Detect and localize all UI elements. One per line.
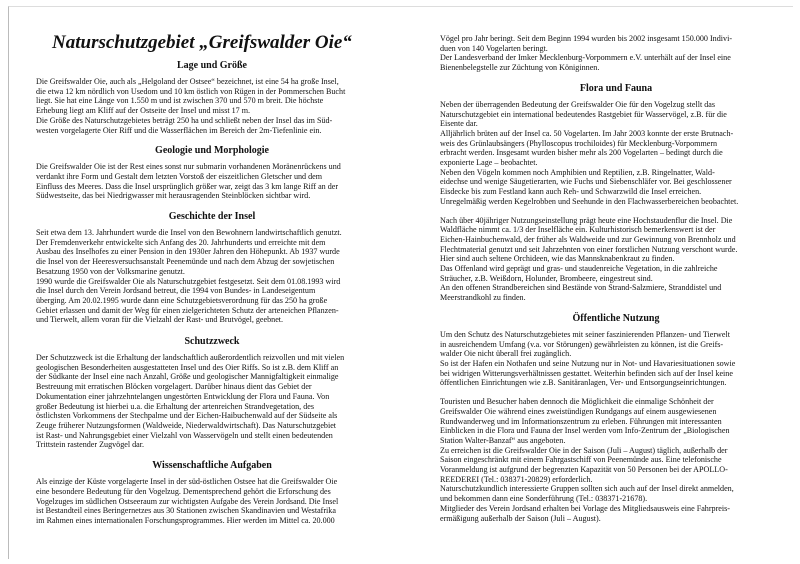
- paragraph-geschichte: Seit etwa dem 13. Jahrhundert wurde die Insel von den Bewohnern landwirtschaftlich genutzt. Der Fremdenverkehr entwickelte sich Anfang des 20. Jahrhunderts und erreichte mit dem Ausbau des Inselhofes zu einer Pension in den 1930er Jahren den Höhepunkt. Ab 1937 wurde die Insel von der Heeresversuchsanstalt Peenemünde und nach dem Abzug der sowjetischen Besatzung 1950 von der Volksmarine genutzt. 1990 wurde die Greifswalder Oie als Naturschutzgebiet festgesetzt. Seit dem 01.08.1993 wird die Insel durch den Verein Jordsand betreut, die 1994 von Bundes- in Landeseigentum überging. Am 20.02.1995 wurde dann eine Schutzgebietsverordnung für das 250 ha große Gebiet erlassen und damit der Weg für einen zielgerichteten Schutz der arteneichen Pflanzen- und Tierwelt, allem voran für die Vielzahl der Rast- und Brutvögel, geebnet.: [36, 228, 342, 325]
- paragraph-schutzzweck: Der Schutzzweck ist die Erhaltung der landschaftlich außerordentlich reizvollen und mit vielen geologischen Besonderheiten ausgestatteten Insel und des Oier Riffs. So ist z.B. dem Kliff an der Südkante der Insel eine nach Anzahl, Größe und geologischer Mannigfaltigkeit einmalige Bestreuung mit erratischen Blöcken vorgelagert. Darüber hinaus dient das Gebiet der Dokumentation einer jahrzehntelangen ungestörten Entwicklung der Flora und Fauna. Von großer Bedeutung ist hierbei u.a. die Erhaltung der artenreichen Strandvegetation, des östlichsten Vorkommens der Stechpalme und der Eichen-Haibuchenwald auf der Südseite als Zeuge früherer Nutzungsformen (Waldweide, Niederwaldwirtschaft). Das Naturschutzgebiet ist Rast- und Nahrungsgebiet einer Vielzahl von Wasservögeln und stellt einen bedeutenden Trittstein rastender Zugvögel dar.: [36, 353, 345, 450]
- paragraph-oeffentliche-nutzung-1: Um den Schutz des Naturschutzgebietes mit seiner faszinierenden Pflanzen- und Tierwelt in ausreichendem Umfang (v.a. vor Störungen) gewährleisten zu können, ist die Greifs- walder Oie nicht überall frei zugänglich. So ist der Hafen ein Nothafen und seine Nutzung nur in Not- und Havariesituationen sowie bei widrigen Witterungsverhältnissen gestattet. Weiterhin befinden sich auf der Insel keine öffentlichen Einrichtungen wie z.B. Sanitäranlagen, Ver- und Entsorgungseinrichtungen.: [440, 329, 736, 388]
- paragraph-gap: [440, 207, 792, 216]
- heading-geschichte: Geschichte der Insel: [168, 211, 256, 223]
- paragraph-lage-und-groesse: Die Greifswalder Oie, auch als „Helgoland der Ostsee“ bezeichnet, ist eine 54 ha große Insel, die etwa 12 km nördlich von Usedom und 10 km östlich von Rügen in der Pommerschen Bucht liegt. Sie hat eine Länge von 1.550 m und ist zwischen 370 und 570 m breit. Die höchste Erhebung liegt am Kliff auf der Ostseite der Insel und misst 17 m. Die Größe des Naturschutzgebietes beträgt 250 ha und schließt neben der Insel das im Süd- westen vorgelagerte Oier Riff und die Wasserflächen im Bereich der 2m-Tiefenlinie ein.: [36, 77, 346, 135]
- right-column: [440, 0, 792, 564]
- paragraph-geologie: Die Greifswalder Oie ist der Rest eines sonst nur submarin vorhandenen Moränenrückens und verdankt ihre Form und Gestalt dem letzten Vorstoß der eiszeitlichen Gletscher und dem Einfluss des Meeres. Dass die Insel ursprünglich größer war, zeigt das 3 km lange Riff an der Südwestseite, das bei Niedrigwasser mit herausragenden Steinblöcken sichtbar wird.: [36, 162, 341, 201]
- paragraph-flora-und-fauna-2: Nach über 40jähriger Nutzungseinstellung prägt heute eine Hochstaudenflur die Insel. Die Waldfläche nimmt ca. 1/3 der Inselfläche ein. Kulturhistorisch bemerkenswert ist der Eichen-Hainbuchenwald, der früher als Waldweide und zur Gewinnung von Brennholz und Flechtmaterial genutzt und seit Jahrzehnten von einer forstlichen Nutzung verschont wurde. Hier sind auch seltene Orchideen, wie das Mannsknabenkraut zu finden. Das Offenland wird geprägt und gras- und staudenreiche Vegetation, in die zahlreiche Sträucher, z.B. Weißdorn, Holunder, Brombeere, eingestreut sind. An den offenen Strandbereichen sind Bestände von Strand-Salzmiere, Stranddistel und Meerstrandkohl zu finden.: [440, 215, 738, 303]
- heading-geologie: Geologie und Morphologie: [155, 145, 269, 157]
- heading-schutzzweck: Schutzzweck: [184, 336, 240, 348]
- paragraph-flora-und-fauna-1: Neben der überragenden Bedeutung der Greifswalder Oie für den Vogelzug stellt das Naturschutzgebiet ein international bedeutendes Rastgebiet für Wasservögel, z.B. für die Eisente dar. Alljährlich brüten auf der Insel ca. 50 Vogelarten. Im Jahr 2003 konnte der erste Brutnach- weis des Grünlaubsängers (Phylloscopus trochiloides) für Mecklenburg-Vorpommern erbracht werden. Insgesamt wurden bisher mehr als 200 Vogelarten – bedingt durch die exponierte Lage – beobachtet. Neben den Vögeln kommen noch Amphibien und Reptilien, z.B. Ringelnatter, Wald- eidechse und wenige Säugetierarten, wie Fuchs und Siebenschläfer vor. Bei geschlossener Eisdecke bis zum Festland kann auch Reh- und Schwarzwild die Insel erreichen. Unregelmäßig werden Kegelrobben und Seehunde in den Flachwasserbereichen beobachtet.: [440, 99, 739, 206]
- heading-lage-und-groesse: Lage und Größe: [176, 60, 247, 71]
- left-column: [36, 0, 388, 564]
- paragraph-continued: Vögel pro Jahr beringt. Seit dem Beginn 1994 wurden bis 2002 insgesamt 150.000 Indivi- duen von 140 Vogelarten beringt. Der Landesverband der Imker Mecklenburg-Vorpommern e.V. unterhält auf der Insel eine Bienenbelegstelle zur Züchtung von Königinnen.: [440, 34, 733, 73]
- paragraph-oeffentliche-nutzung-2: Touristen und Besucher haben dennoch die Möglichkeit die einmalige Schönheit der Greifswalder Oie während eines zweistündigen Rundgangs auf einem ausgewiesenen Rundwanderweg und im Informationszentrum zu erleben. Führungen mit interessanten Einblicken in die Flora und Fauna der Insel werden vom Info-Zentrum der „Biologischen Station Walter-Banzaf“ aus angeboten. Zu erreichen ist die Greifswalder Oie in der Saison (Juli – August) täglich, außerhalb der Saison eingeschränkt mit einem Fahrgastschiff von Peenemünde aus. Eine telefonische Voranmeldung ist aufgrund der begrenzten Kapazität von 50 Personen bei der APOLLO- REEDEREI (Tel.: 038371-20829) erforderlich. Naturschutzkundlich interessierte Gruppen sollten sich auch auf der Insel direkt anmelden, und bekommen dann eine Sonderführung (Tel.: 038371-21678). Mitglieder des Verein Jordsand erhalten bei Vorlage des Mitgliedsausweis eine Fahrpreis- ermäßigung außerhalb der Saison (Juli – August).: [440, 397, 734, 523]
- document-title: Naturschutzgebiet „Greifswalder Oie“: [52, 32, 352, 53]
- heading-flora-und-fauna: Flora und Fauna: [579, 82, 653, 94]
- heading-wissenschaftliche-aufgaben: Wissenschaftliche Aufgaben: [152, 460, 272, 472]
- paragraph-wissenschaftliche-aufgaben: Als einzige der Küste vorgelagerte Insel in der süd-östlichen Ostsee hat die Greifswalder Oie eine besondere Bedeutung für den Vogelzug. Dementsprechend gehört die Erforschung des Vogelzuges im südlichen Ostseeraum zur wichtigsten Aufgabe des Verein Jordsand. Die Insel ist Bestandteil eines Beringernetzes aus 30 Stationen zwischen Skandinavien und Westafrika im Rahmen eines internationalen Forschungsprogrammes. Hier werden im Mittel ca. 20.000: [36, 477, 339, 525]
- heading-oeffentliche-nutzung: Öffentliche Nutzung: [572, 312, 660, 324]
- paragraph-gap: [440, 388, 792, 397]
